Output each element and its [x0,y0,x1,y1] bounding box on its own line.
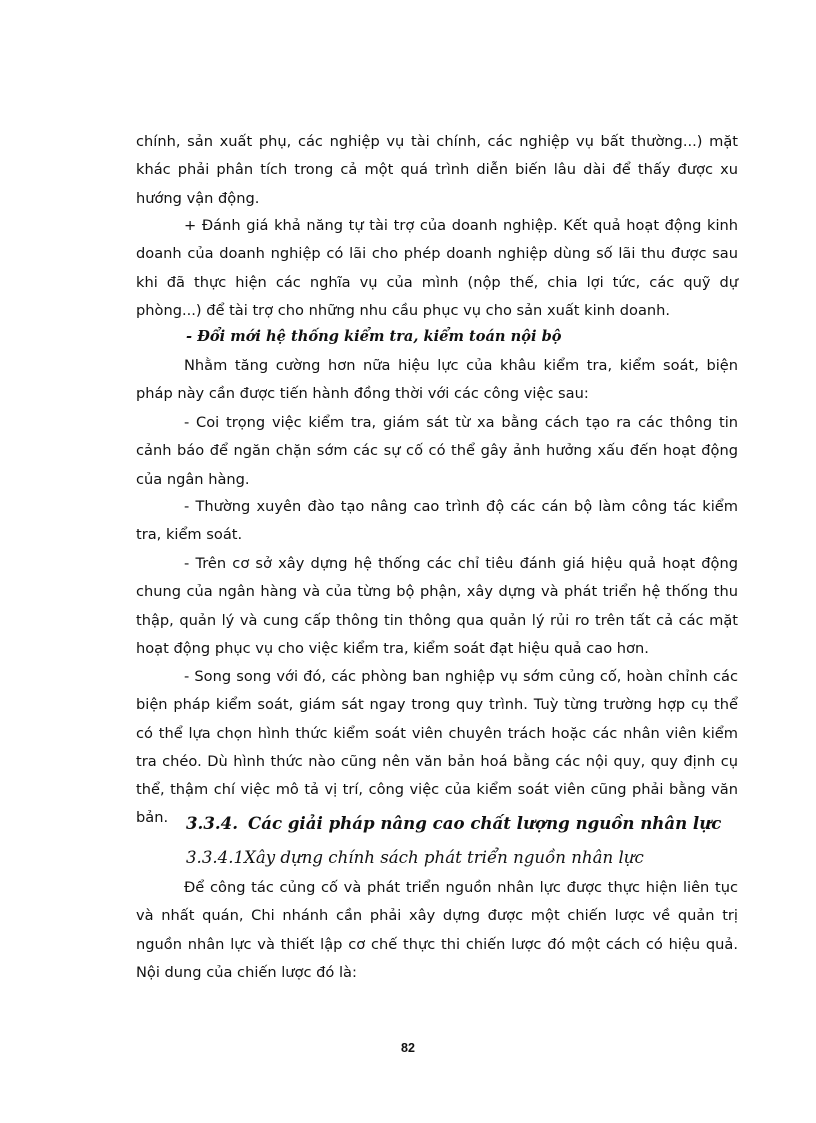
subheading-internal-audit: - Đổi mới hệ thống kiểm tra, kiểm toán nội bộ [186,328,562,345]
section-heading-3-3-4 [186,810,721,836]
section-title: Các giải pháp nâng cao chất lượng nguồn nhân lực [247,813,722,833]
section-number: 3.3.4. [186,813,238,833]
list-item-staff-training: - Thường xuyên đào tạo nâng cao trình độ các cán bộ làm công tác kiểm tra, kiểm soát. [136,498,738,544]
paragraph-audit-intro: Nhằm tăng cường hơn nữa hiệu lực của khâu kiểm tra, kiểm soát, biện pháp này cần được tiến hành đồng thời với các công việc sau: [136,357,738,403]
subsection-heading-3-3-4-1: 3.3.4.1Xây dựng chính sách phát triển nguồn nhân lực [186,848,644,867]
list-item-department-controls: - Song song với đó, các phòng ban nghiệp vụ sớm củng cố, hoàn chỉnh các biện pháp kiểm soát, giám sát ngay trong quy trình. Tuỳ từng trường hợp cụ thể có thể lựa chọn hình thức kiểm soát viên chuyên trách hoặc các nhân viên kiểm tra chéo. Dù hình thức nào cũng nên văn bản hoá bằng các nội quy, quy định cụ thể, thậm chí việc mô tả vị trí, công việc của kiểm soát viên cũng phải bằng văn bản. [136,668,738,827]
page-number: 82 [401,1041,415,1055]
list-item-indicator-system: - Trên cơ sở xây dựng hệ thống các chỉ tiêu đánh giá hiệu quả hoạt động chung của ngân hàng và của từng bộ phận, xây dựng và phát triển hệ thống thu thập, quản lý và cung cấp thông tin thông qua quản lý rủi ro trên tất cả các mặt hoạt động phục vụ cho việc kiểm tra, kiểm soát đạt hiệu quả cao hơn. [136,555,738,657]
paragraph-intro-continuation: chính, sản xuất phụ, các nghiệp vụ tài chính, các nghiệp vụ bất thường...) mặt khác phải phân tích trong cả một quá trình diễn biến lâu dài để thấy được xu hướng vận động. [136,133,738,207]
paragraph-hr-strategy: Để công tác củng cố và phát triển nguồn nhân lực được thực hiện liên tục và nhất quán, Chi nhánh cần phải xây dựng được một chiến lược về quản trị nguồn nhân lực và thiết lập cơ chế thực thi chiến lược đó một cách có hiệu quả. Nội dung của chiến lược đó là: [136,879,738,981]
list-item-remote-supervision: - Coi trọng việc kiểm tra, giám sát từ xa bằng cách tạo ra các thông tin cảnh báo để ngăn chặn sớm các sự cố có thể gây ảnh hưởng xấu đến hoạt động của ngân hàng. [136,414,738,488]
paragraph-self-financing: + Đánh giá khả năng tự tài trợ của doanh nghiệp. Kết quả hoạt động kinh doanh của doanh nghiệp có lãi cho phép doanh nghiệp dùng số lãi thu được sau khi đã thực hiện các nghĩa vụ của mình (nộp thế, chia lợi tức, các quỹ dự phòng...) để tài trợ cho những nhu cầu phục vụ cho sản xuất kinh doanh. [136,217,738,319]
